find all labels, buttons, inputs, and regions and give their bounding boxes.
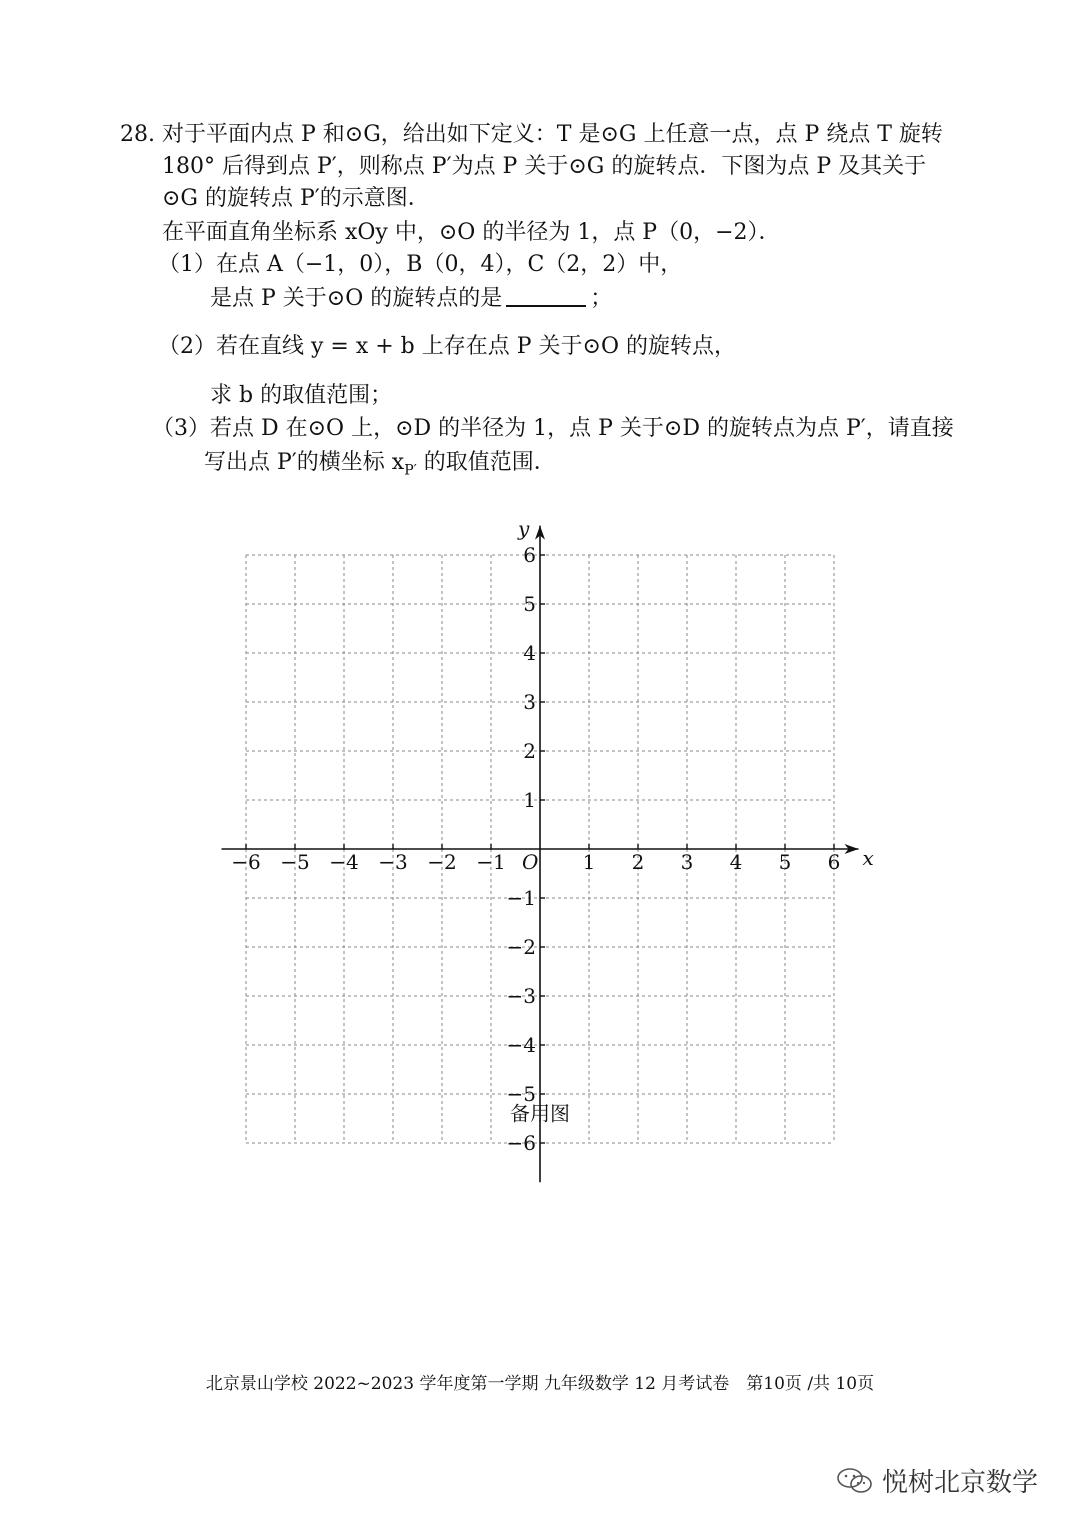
y-tick-label: −4	[506, 1033, 536, 1057]
y-tick-label: 2	[523, 739, 536, 763]
page-footer: 北京景山学校 2022~2023 学年度第一学期 九年级数学 12 月考试卷 第10页 /共 10页	[205, 1374, 875, 1394]
y-tick-label: 5	[523, 592, 536, 616]
y-tick-label: −2	[506, 935, 536, 959]
y-tick-label: −3	[506, 984, 536, 1008]
x-tick-label: −6	[231, 850, 261, 874]
watermark	[836, 1462, 1038, 1499]
part3-post: 的取值范围．	[416, 450, 556, 475]
part3-pre: 写出点 P′的横坐标 x	[204, 450, 405, 475]
y-tick-label: 3	[523, 690, 536, 714]
x-tick-label: 4	[729, 850, 743, 874]
intro-line-3: ⊙G 的旋转点 P′的示意图．	[162, 186, 430, 211]
part2-line-2: 求 b 的取值范围；	[210, 383, 393, 408]
x-axis-label: x	[862, 846, 874, 870]
x-tick-label: 1	[582, 850, 596, 874]
x-tick-label: −1	[476, 850, 506, 874]
y-tick-label: 1	[523, 788, 536, 812]
y-tick-label: 4	[523, 641, 536, 665]
x-tick-label: −5	[280, 850, 310, 874]
origin-label: O	[522, 850, 539, 874]
x-tick-label: 6	[827, 850, 841, 874]
intro-line-2: 180° 后得到点 P′，则称点 P′为点 P 关于⊙G 的旋转点．下图为点 P 及其关于	[162, 154, 927, 179]
x-tick-label: −2	[427, 850, 457, 874]
watermark-text: 悦树北京数学	[882, 1468, 1039, 1498]
intro-line-1: 对于平面内点 P 和⊙G，给出如下定义：T 是⊙G 上任意一点，点 P 绕点 T 旋转	[162, 122, 943, 147]
y-tick-label: −1	[506, 886, 536, 910]
part3-line-1: （3）若点 D 在⊙O 上，⊙D 的半径为 1，点 P 关于⊙D 的旋转点为点 P′，请直接	[152, 416, 954, 441]
x-tick-label: 5	[778, 850, 792, 874]
x-tick-label: −3	[378, 850, 408, 874]
part1-end: ；	[590, 286, 613, 311]
part1-line-1: （1）在点 A（−1，0），B（0，4），C（2，2）中，	[158, 252, 683, 277]
y-axis-label: y	[518, 516, 530, 541]
wechat-icon	[836, 1466, 874, 1496]
part1-text: 是点 P 关于⊙O 的旋转点的是	[210, 286, 503, 311]
x-tick-label: −4	[329, 850, 359, 874]
y-tick-label: −6	[506, 1131, 536, 1155]
setup-line: 在平面直角坐标系 xOy 中，⊙O 的半径为 1，点 P（0，−2）．	[162, 220, 781, 245]
axes	[222, 526, 859, 1183]
part2-line-1: （2）若在直线 y = x + b 上存在点 P 关于⊙O 的旋转点，	[158, 334, 736, 359]
y-tick-label: −5	[506, 1082, 536, 1106]
question-number: 28.	[120, 122, 155, 147]
figure-caption: 备用图	[510, 1101, 570, 1126]
x-tick-label: 3	[680, 850, 694, 874]
x-tick-label: 2	[631, 850, 645, 874]
y-tick-label: 6	[523, 543, 536, 567]
part3-sub: P′	[404, 462, 417, 479]
